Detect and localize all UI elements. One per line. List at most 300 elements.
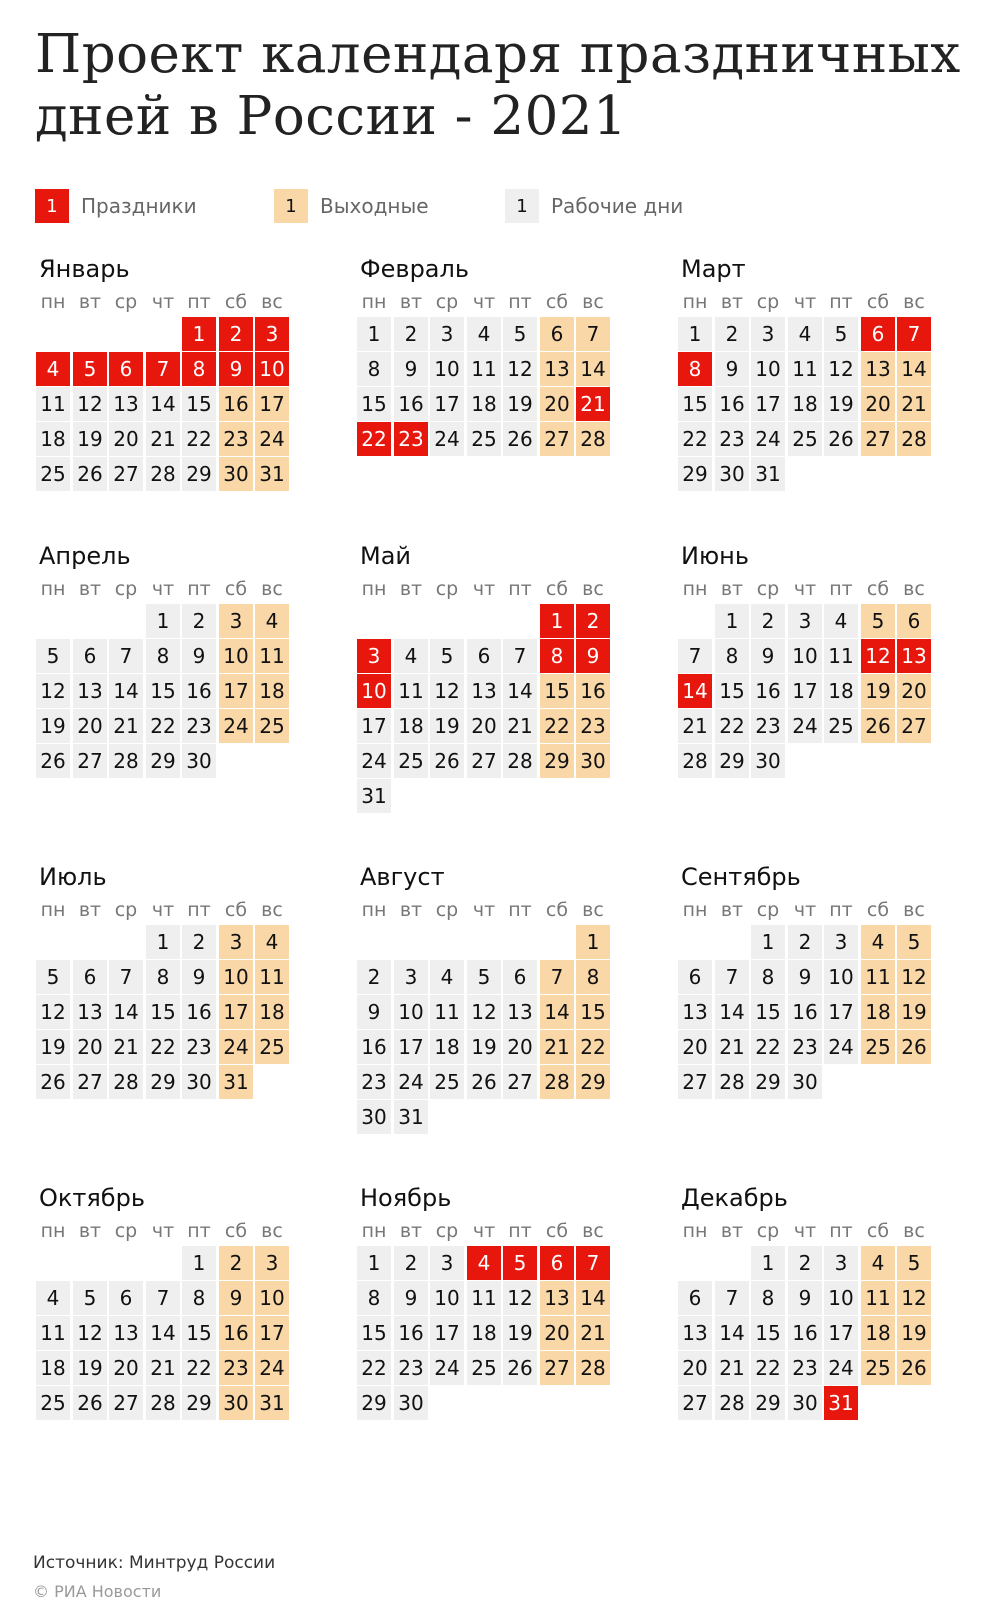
weekday-label: пн <box>682 291 708 313</box>
day-cell: 7 <box>897 317 931 351</box>
day-cell: 12 <box>503 1281 537 1315</box>
day-cell: 27 <box>678 1386 712 1420</box>
day-cell: 26 <box>503 1351 537 1385</box>
day-cell: 11 <box>36 1316 70 1350</box>
day-cell: 21 <box>146 1351 180 1385</box>
day-cell: 9 <box>182 960 216 994</box>
day-cell: 5 <box>430 639 464 673</box>
day-cell: 22 <box>182 1351 216 1385</box>
day-cell: 18 <box>788 387 822 421</box>
day-cell: 19 <box>36 1030 70 1064</box>
weekday-label: сб <box>866 1220 890 1242</box>
day-cell: 8 <box>182 1281 216 1315</box>
weekday-label: ср <box>756 291 780 313</box>
day-cell: 12 <box>897 1281 931 1315</box>
day-cell: 22 <box>751 1030 785 1064</box>
weekday-label: чт <box>472 1220 496 1242</box>
day-cell: 21 <box>109 709 143 743</box>
weekday-label: вт <box>399 1220 423 1242</box>
day-cell: 19 <box>73 1351 107 1385</box>
day-cell: 7 <box>715 1281 749 1315</box>
day-cell: 21 <box>576 387 610 421</box>
day-cell: 1 <box>146 604 180 638</box>
day-cell: 25 <box>788 422 822 456</box>
day-cell: 2 <box>182 925 216 959</box>
day-cell: 16 <box>219 1316 253 1350</box>
day-cell: 13 <box>540 1281 574 1315</box>
month-block <box>35 542 295 842</box>
source-note: Источник: Минтруд России <box>33 1553 276 1573</box>
day-cell: 22 <box>357 422 391 456</box>
day-cell: 9 <box>394 1281 428 1315</box>
day-cell: 23 <box>182 1030 216 1064</box>
day-cell: 24 <box>824 1030 858 1064</box>
day-cell: 14 <box>503 674 537 708</box>
day-cell: 1 <box>540 604 574 638</box>
month-block <box>677 1184 937 1484</box>
day-cell: 20 <box>467 709 501 743</box>
day-cell: 6 <box>467 639 501 673</box>
weekday-label: сб <box>545 578 569 600</box>
day-cell: 28 <box>715 1386 749 1420</box>
day-cell: 27 <box>109 457 143 491</box>
day-cell: 23 <box>576 709 610 743</box>
day-cell: 23 <box>357 1065 391 1099</box>
day-cell: 27 <box>678 1065 712 1099</box>
day-cell: 13 <box>109 1316 143 1350</box>
day-cell: 13 <box>861 352 895 386</box>
day-cell: 1 <box>715 604 749 638</box>
day-cell: 19 <box>503 387 537 421</box>
weekday-label: сб <box>224 1220 248 1242</box>
day-cell: 26 <box>503 422 537 456</box>
weekday-label: чт <box>151 578 175 600</box>
weekday-label: пн <box>40 1220 66 1242</box>
day-cell: 20 <box>678 1030 712 1064</box>
day-cell: 8 <box>678 352 712 386</box>
day-cell: 14 <box>715 995 749 1029</box>
day-cell: 7 <box>146 1281 180 1315</box>
day-cell: 15 <box>146 674 180 708</box>
day-cell: 20 <box>73 709 107 743</box>
day-cell: 11 <box>255 639 289 673</box>
day-cell: 31 <box>219 1065 253 1099</box>
legend <box>0 189 1000 223</box>
day-cell: 27 <box>540 422 574 456</box>
day-cell: 27 <box>467 744 501 778</box>
weekday-label: вт <box>720 1220 744 1242</box>
day-cell: 17 <box>255 387 289 421</box>
day-cell: 26 <box>467 1065 501 1099</box>
day-cell: 17 <box>255 1316 289 1350</box>
day-cell: 23 <box>182 709 216 743</box>
weekday-label: ср <box>756 899 780 921</box>
day-cell: 15 <box>751 1316 785 1350</box>
day-cell: 23 <box>715 422 749 456</box>
weekday-label: пт <box>508 899 532 921</box>
day-cell: 8 <box>751 1281 785 1315</box>
day-cell: 29 <box>751 1065 785 1099</box>
day-cell: 28 <box>678 744 712 778</box>
day-cell: 13 <box>503 995 537 1029</box>
day-cell: 3 <box>219 604 253 638</box>
day-cell: 27 <box>73 1065 107 1099</box>
weekday-label: вт <box>720 291 744 313</box>
day-cell: 20 <box>73 1030 107 1064</box>
day-cell: 17 <box>357 709 391 743</box>
day-cell: 17 <box>430 387 464 421</box>
weekday-label: пт <box>829 291 853 313</box>
day-cell: 16 <box>715 387 749 421</box>
month-name: Ноябрь <box>360 1184 452 1212</box>
weekday-label: пн <box>40 578 66 600</box>
day-cell: 31 <box>824 1386 858 1420</box>
day-cell: 29 <box>751 1386 785 1420</box>
day-cell: 10 <box>788 639 822 673</box>
month-block <box>356 255 616 555</box>
day-cell: 6 <box>109 352 143 386</box>
weekday-label: ср <box>435 1220 459 1242</box>
day-cell: 15 <box>146 995 180 1029</box>
day-cell: 14 <box>540 995 574 1029</box>
day-cell: 6 <box>540 317 574 351</box>
day-cell: 10 <box>824 1281 858 1315</box>
month-name: Сентябрь <box>681 863 801 891</box>
weekday-label: чт <box>793 1220 817 1242</box>
day-cell: 5 <box>897 1246 931 1280</box>
day-cell: 11 <box>861 960 895 994</box>
weekday-label: вт <box>78 1220 102 1242</box>
day-cell: 19 <box>861 674 895 708</box>
day-cell: 12 <box>503 352 537 386</box>
day-cell: 9 <box>394 352 428 386</box>
day-cell: 6 <box>861 317 895 351</box>
day-cell: 5 <box>467 960 501 994</box>
day-cell: 15 <box>576 995 610 1029</box>
day-cell: 28 <box>897 422 931 456</box>
day-cell: 14 <box>576 1281 610 1315</box>
day-cell: 7 <box>715 960 749 994</box>
day-cell: 12 <box>73 387 107 421</box>
day-cell: 6 <box>540 1246 574 1280</box>
day-cell: 25 <box>861 1351 895 1385</box>
day-cell: 29 <box>182 457 216 491</box>
day-cell: 3 <box>255 1246 289 1280</box>
weekday-label: пн <box>682 1220 708 1242</box>
month-block <box>356 1184 616 1484</box>
day-cell: 6 <box>678 960 712 994</box>
day-cell: 26 <box>824 422 858 456</box>
day-cell: 18 <box>255 674 289 708</box>
day-cell: 2 <box>715 317 749 351</box>
day-cell: 18 <box>861 995 895 1029</box>
weekday-label: ср <box>114 899 138 921</box>
weekday-label: пт <box>829 899 853 921</box>
weekday-label: вт <box>720 578 744 600</box>
day-cell: 5 <box>897 925 931 959</box>
weekday-label: сб <box>866 578 890 600</box>
weekday-label: пн <box>40 291 66 313</box>
day-cell: 1 <box>678 317 712 351</box>
day-cell: 21 <box>109 1030 143 1064</box>
day-cell: 18 <box>467 1316 501 1350</box>
day-cell: 26 <box>36 744 70 778</box>
day-cell: 21 <box>678 709 712 743</box>
day-cell: 28 <box>146 1386 180 1420</box>
day-cell: 7 <box>109 639 143 673</box>
weekday-label: вс <box>582 291 604 313</box>
day-cell: 6 <box>678 1281 712 1315</box>
day-cell: 3 <box>430 317 464 351</box>
day-cell: 16 <box>788 995 822 1029</box>
day-cell: 4 <box>467 317 501 351</box>
day-cell: 7 <box>576 317 610 351</box>
day-cell: 22 <box>182 422 216 456</box>
day-cell: 27 <box>540 1351 574 1385</box>
day-cell: 29 <box>576 1065 610 1099</box>
day-cell: 13 <box>897 639 931 673</box>
month-block <box>356 542 616 842</box>
day-cell: 30 <box>788 1386 822 1420</box>
day-cell: 3 <box>255 317 289 351</box>
day-cell: 5 <box>824 317 858 351</box>
day-cell: 9 <box>715 352 749 386</box>
weekday-label: ср <box>435 578 459 600</box>
day-cell: 25 <box>394 744 428 778</box>
day-cell: 8 <box>146 960 180 994</box>
day-cell: 30 <box>394 1386 428 1420</box>
day-cell: 3 <box>751 317 785 351</box>
day-cell: 24 <box>430 1351 464 1385</box>
day-cell: 9 <box>182 639 216 673</box>
day-cell: 21 <box>146 422 180 456</box>
day-cell: 25 <box>255 1030 289 1064</box>
day-cell: 30 <box>219 1386 253 1420</box>
day-cell: 22 <box>678 422 712 456</box>
day-cell: 18 <box>394 709 428 743</box>
day-cell: 9 <box>788 960 822 994</box>
day-cell: 16 <box>219 387 253 421</box>
day-cell: 25 <box>430 1065 464 1099</box>
day-cell: 6 <box>109 1281 143 1315</box>
day-cell: 21 <box>576 1316 610 1350</box>
copyright-note: © РИА Новости <box>33 1582 162 1601</box>
weekday-label: ср <box>114 1220 138 1242</box>
weekday-label: вс <box>582 578 604 600</box>
day-cell: 31 <box>255 1386 289 1420</box>
day-cell: 6 <box>897 604 931 638</box>
weekday-label: пн <box>361 578 387 600</box>
day-cell: 17 <box>824 995 858 1029</box>
day-cell: 28 <box>715 1065 749 1099</box>
day-cell: 11 <box>788 352 822 386</box>
weekday-label: вс <box>582 1220 604 1242</box>
day-cell: 24 <box>357 744 391 778</box>
day-cell: 8 <box>146 639 180 673</box>
day-cell: 29 <box>182 1386 216 1420</box>
weekday-label: ср <box>756 578 780 600</box>
day-cell: 19 <box>897 1316 931 1350</box>
day-cell: 20 <box>503 1030 537 1064</box>
day-cell: 2 <box>394 1246 428 1280</box>
day-cell: 4 <box>394 639 428 673</box>
weekday-label: пт <box>187 291 211 313</box>
month-name: Июнь <box>681 542 749 570</box>
day-cell: 30 <box>219 457 253 491</box>
day-cell: 3 <box>430 1246 464 1280</box>
weekday-label: вс <box>903 578 925 600</box>
weekday-label: вс <box>261 1220 283 1242</box>
weekday-label: чт <box>793 291 817 313</box>
day-cell: 17 <box>394 1030 428 1064</box>
day-cell: 26 <box>897 1351 931 1385</box>
weekday-label: пт <box>829 578 853 600</box>
weekday-label: чт <box>793 578 817 600</box>
day-cell: 14 <box>897 352 931 386</box>
day-cell: 24 <box>255 422 289 456</box>
day-cell: 23 <box>788 1030 822 1064</box>
day-cell: 13 <box>678 1316 712 1350</box>
day-cell: 28 <box>146 457 180 491</box>
day-cell: 2 <box>219 1246 253 1280</box>
weekday-label: вс <box>261 899 283 921</box>
day-cell: 11 <box>861 1281 895 1315</box>
month-block <box>677 255 937 555</box>
day-cell: 30 <box>576 744 610 778</box>
day-cell: 25 <box>824 709 858 743</box>
day-cell: 2 <box>182 604 216 638</box>
day-cell: 29 <box>146 1065 180 1099</box>
day-cell: 25 <box>255 709 289 743</box>
day-cell: 30 <box>751 744 785 778</box>
day-cell: 5 <box>503 317 537 351</box>
weekday-label: пн <box>361 899 387 921</box>
day-cell: 4 <box>430 960 464 994</box>
day-cell: 23 <box>394 422 428 456</box>
day-cell: 22 <box>146 709 180 743</box>
day-cell: 2 <box>788 1246 822 1280</box>
day-cell: 5 <box>73 1281 107 1315</box>
day-cell: 24 <box>824 1351 858 1385</box>
weekday-label: сб <box>224 291 248 313</box>
day-cell: 2 <box>357 960 391 994</box>
day-cell: 7 <box>540 960 574 994</box>
legend-weekend-swatch: 1 <box>274 189 308 223</box>
day-cell: 18 <box>36 1351 70 1385</box>
day-cell: 16 <box>357 1030 391 1064</box>
day-cell: 4 <box>36 352 70 386</box>
day-cell: 9 <box>357 995 391 1029</box>
day-cell: 19 <box>430 709 464 743</box>
day-cell: 15 <box>715 674 749 708</box>
month-name: Декабрь <box>681 1184 788 1212</box>
day-cell: 26 <box>73 457 107 491</box>
day-cell: 18 <box>255 995 289 1029</box>
day-cell: 13 <box>678 995 712 1029</box>
day-cell: 18 <box>430 1030 464 1064</box>
day-cell: 29 <box>357 1386 391 1420</box>
day-cell: 20 <box>109 1351 143 1385</box>
weekday-label: сб <box>545 899 569 921</box>
day-cell: 12 <box>897 960 931 994</box>
weekday-label: вс <box>261 578 283 600</box>
day-cell: 20 <box>861 387 895 421</box>
day-cell: 3 <box>219 925 253 959</box>
weekday-label: ср <box>114 291 138 313</box>
day-cell: 27 <box>109 1386 143 1420</box>
day-cell: 20 <box>897 674 931 708</box>
weekday-label: пт <box>187 578 211 600</box>
day-cell: 10 <box>219 639 253 673</box>
day-cell: 30 <box>182 744 216 778</box>
day-cell: 24 <box>219 709 253 743</box>
day-cell: 3 <box>394 960 428 994</box>
day-cell: 17 <box>824 1316 858 1350</box>
day-cell: 21 <box>540 1030 574 1064</box>
day-cell: 24 <box>788 709 822 743</box>
day-cell: 30 <box>788 1065 822 1099</box>
legend-holiday-swatch: 1 <box>35 189 69 223</box>
day-cell: 3 <box>824 925 858 959</box>
day-cell: 4 <box>467 1246 501 1280</box>
day-cell: 19 <box>503 1316 537 1350</box>
day-cell: 8 <box>357 352 391 386</box>
day-cell: 29 <box>540 744 574 778</box>
weekday-label: вт <box>399 291 423 313</box>
weekday-label: вт <box>78 899 102 921</box>
weekday-label: чт <box>151 1220 175 1242</box>
day-cell: 19 <box>824 387 858 421</box>
day-cell: 17 <box>430 1316 464 1350</box>
weekday-label: вт <box>399 578 423 600</box>
day-cell: 1 <box>751 1246 785 1280</box>
day-cell: 26 <box>36 1065 70 1099</box>
month-block <box>35 1184 295 1484</box>
day-cell: 21 <box>715 1351 749 1385</box>
weekday-label: ср <box>435 291 459 313</box>
day-cell: 24 <box>219 1030 253 1064</box>
day-cell: 17 <box>751 387 785 421</box>
day-cell: 20 <box>540 1316 574 1350</box>
day-cell: 23 <box>219 422 253 456</box>
day-cell: 1 <box>146 925 180 959</box>
day-cell: 10 <box>824 960 858 994</box>
day-cell: 24 <box>751 422 785 456</box>
day-cell: 8 <box>576 960 610 994</box>
day-cell: 10 <box>751 352 785 386</box>
day-cell: 26 <box>73 1386 107 1420</box>
day-cell: 9 <box>788 1281 822 1315</box>
day-cell: 5 <box>861 604 895 638</box>
day-cell: 13 <box>73 995 107 1029</box>
day-cell: 2 <box>751 604 785 638</box>
weekday-label: вс <box>261 291 283 313</box>
weekday-label: вс <box>903 1220 925 1242</box>
day-cell: 22 <box>576 1030 610 1064</box>
weekday-label: чт <box>793 899 817 921</box>
day-cell: 28 <box>576 422 610 456</box>
weekday-label: пн <box>682 899 708 921</box>
day-cell: 28 <box>109 1065 143 1099</box>
day-cell: 20 <box>678 1351 712 1385</box>
month-name: Февраль <box>360 255 469 283</box>
day-cell: 12 <box>467 995 501 1029</box>
day-cell: 10 <box>430 1281 464 1315</box>
day-cell: 15 <box>540 674 574 708</box>
day-cell: 1 <box>751 925 785 959</box>
day-cell: 22 <box>357 1351 391 1385</box>
day-cell: 19 <box>73 422 107 456</box>
